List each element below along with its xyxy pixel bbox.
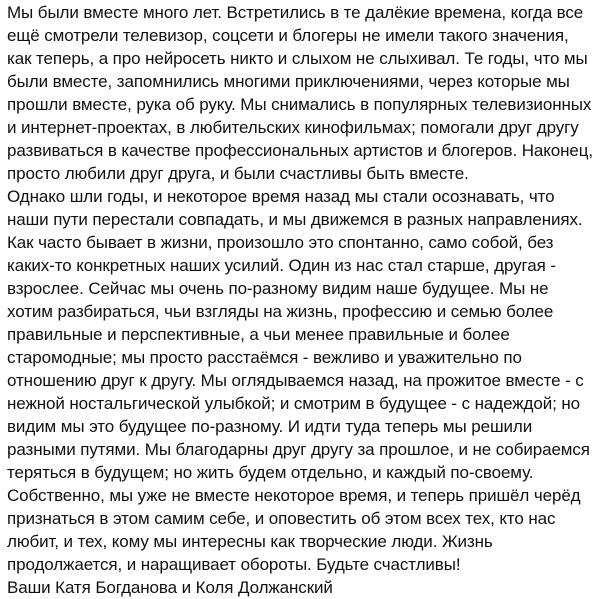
paragraph-intro: Мы были вместе много лет. Встретились в те далёкие времена, когда все ещё смотрели телевизор, соцсети и блогеры не имели такого значения, как теперь, а про нейросеть никто и слыхом не слыхивал. Те годы, что мы были вместе, запомнились многими приключениями, через которые мы прошли вместе, рука об руку. Мы снимались в популярных телевизионных и интернет-проектах, в любительских кинофильмах; помогали друг другу развиваться в качестве профессиональных артистов и блогеров. Наконец, просто любили друг друга, и были счастливы быть вместе.: [7, 3, 594, 183]
paragraph-main: Однако шли годы, и некоторое время назад мы стали осознавать, что наши пути перестали совпадать, и мы движемся в разных направлениях. Как часто бывает в жизни, произошло это спонтанно, само собой, без каких-то конкретных наших усилий. Один из нас стал старше, другая - взрослее. Сейчас мы очень по-разному видим наше будущее. Мы не хотим разбираться, чьи взгляды на жизнь, профессию и семью более правильные и перспективные, а чьи менее правильные и более старомодные; мы просто расстаёмся - вежливо и уважительно по отношению друг к другу. Мы оглядываемся назад, на прожитое вместе - с нежной ностальгической улыбкой; и смотрим в будущее - с надеждой; но видим мы это будущее по-разному. И идти туда теперь мы решили разными путями. Мы благодарны друг другу за прошлое, и не собираемся теряться в будущем; но жить будем отдельно, и каждый по-своему. Собственно, мы уже не вместе некоторое время, и теперь пришёл черёд признаться в этом самим себе, и оповестить об этом всех тех, кто нас любит, и тех, кому мы интересны как творческие люди. Жизнь продолжается, и наращивает обороты. Будьте счастливы!: [7, 187, 590, 574]
paragraph-signature: Ваши Катя Богданова и Коля Должанский: [7, 578, 333, 597]
